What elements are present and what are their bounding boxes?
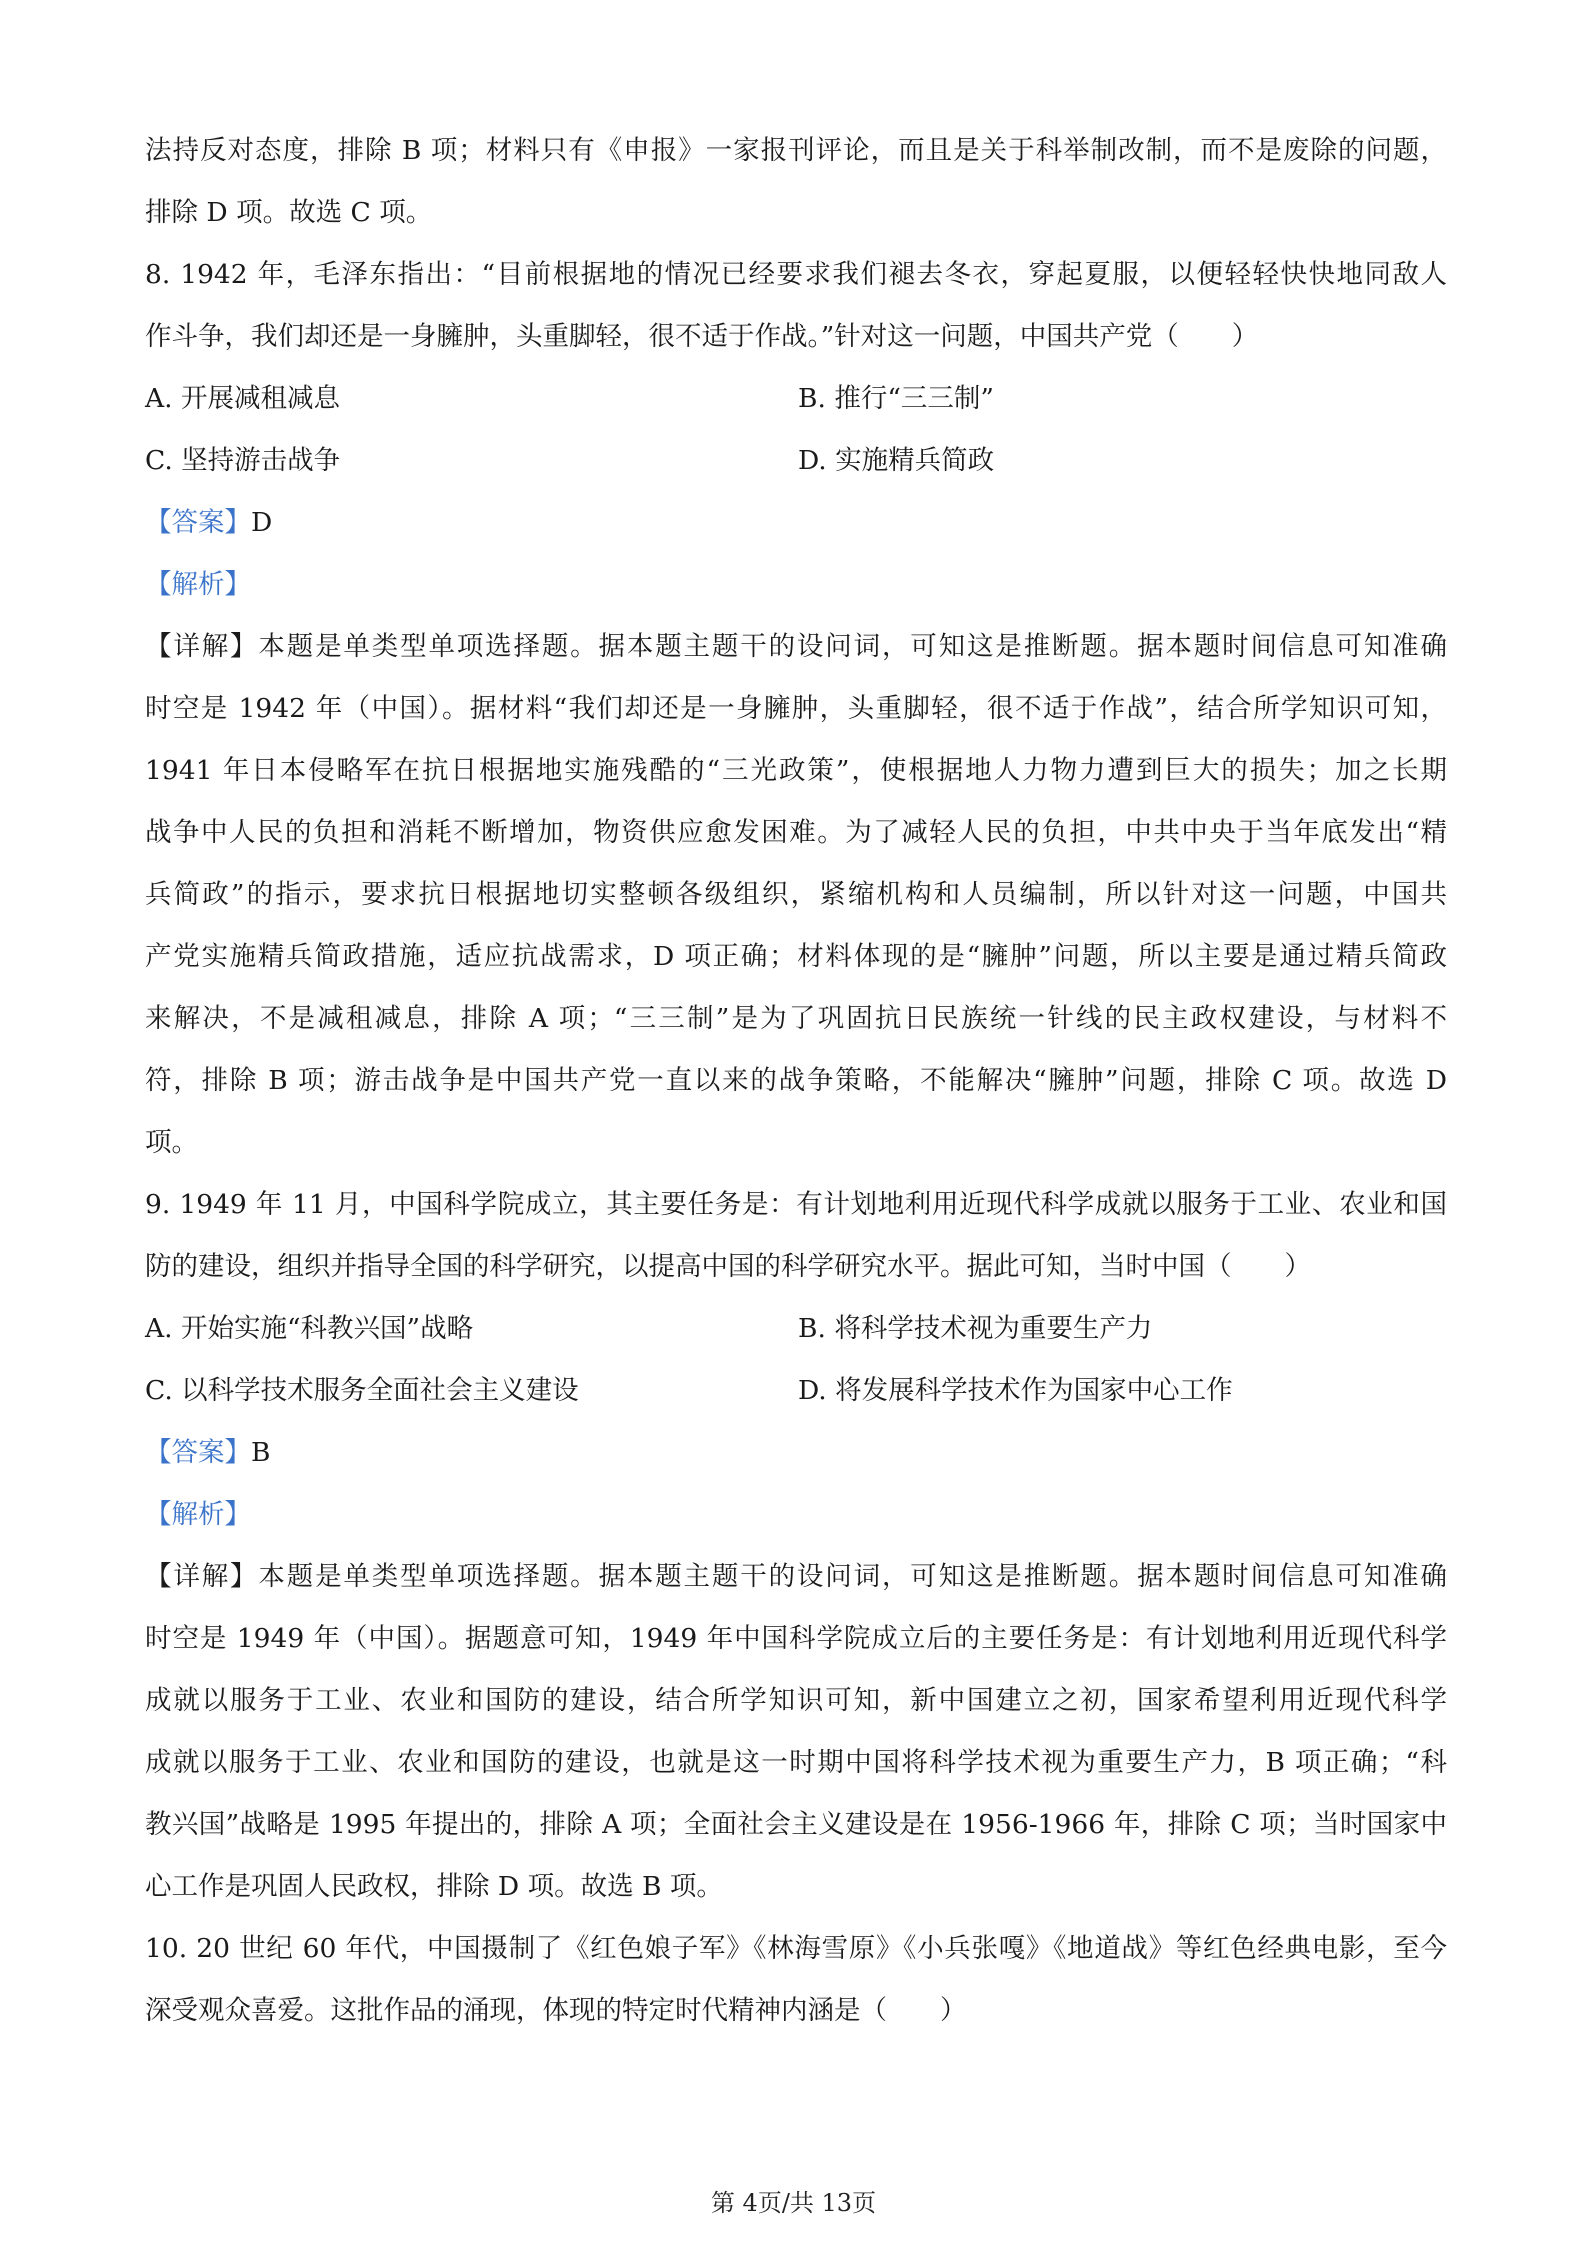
q9-detail-line: 成就以服务于工业、农业和国防的建设，也就是这一时期中国将科学技术视为重要生产力，B 项正确；“科 bbox=[145, 1747, 1447, 1778]
q9-analysis-heading bbox=[145, 1484, 1447, 1546]
page-number: 第 4页/共 13页 bbox=[710, 2189, 877, 2217]
q9-detail-line: 心工作是巩固人民政权，排除 D 项。故选 B 项。 bbox=[145, 1871, 723, 1902]
detail-tag: 【详解】 bbox=[145, 631, 259, 662]
document-page bbox=[145, 120, 1447, 2042]
q8-detail-line: 时空是 1942 年（中国）。据材料“我们却还是一身臃肿，头重脚轻，很不适于作战”，结合所学知识可知， bbox=[145, 693, 1447, 724]
answer-tag: 【答案】 bbox=[145, 1437, 251, 1468]
q8-detail-line: 来解决，不是减租减息，排除 A 项；“三三制”是为了巩固抗日民族统一针线的民主政权建设，与材料不 bbox=[145, 1003, 1447, 1034]
q8-stem-line: 8. 1942 年，毛泽东指出：“目前根据地的情况已经要求我们褪去冬衣，穿起夏服，以便轻轻快快地同敌人 bbox=[145, 259, 1447, 290]
q9-option-b: B. 将科学技术视为重要生产力 bbox=[798, 1313, 1153, 1344]
answer-value: D bbox=[251, 507, 273, 538]
q8-detail-line: 项。 bbox=[145, 1127, 198, 1158]
q9-stem-line: 9. 1949 年 11 月，中国科学院成立，其主要任务是：有计划地利用近现代科学成就以服务于工业、农业和国 bbox=[145, 1189, 1447, 1220]
q9-option-c: C. 以科学技术服务全面社会主义建设 bbox=[145, 1375, 579, 1406]
q10-stem-line: 10. 20 世纪 60 年代，中国摄制了《红色娘子军》《林海雪原》《小兵张嘎》《地道战》等红色经典电影，至今 bbox=[145, 1933, 1447, 1964]
answer-tag: 【答案】 bbox=[145, 507, 251, 538]
q8-analysis-heading bbox=[145, 554, 1447, 616]
q8-stem-line: 作斗争，我们却还是一身臃肿，头重脚轻，很不适于作战。”针对这一问题，中国共产党（ ） bbox=[145, 321, 1259, 352]
q8-detail-line: 产党实施精兵简政措施，适应抗战需求，D 项正确；材料体现的是“臃肿”问题，所以主要是通过精兵简政 bbox=[145, 941, 1447, 972]
q9-options-row bbox=[145, 1360, 1447, 1422]
q8-detail-line: 符，排除 B 项；游击战争是中国共产党一直以来的战争策略，不能解决“臃肿”问题，排除 C 项。故选 D bbox=[145, 1065, 1447, 1096]
answer-value: B bbox=[251, 1437, 271, 1468]
q9-detail-line: 时空是 1949 年（中国）。据题意可知，1949 年中国科学院成立后的主要任务是：有计划地利用近现代科学 bbox=[145, 1623, 1447, 1654]
q8-detail-line bbox=[145, 616, 1447, 678]
q8-answer bbox=[145, 492, 1447, 554]
q8-options-row bbox=[145, 368, 1447, 430]
q9-stem-line: 防的建设，组织并指导全国的科学研究，以提高中国的科学研究水平。据此可知，当时中国（ ） bbox=[145, 1251, 1311, 1282]
q9-detail-line: 教兴国”战略是 1995 年提出的，排除 A 项；全面社会主义建设是在 1956-1966 年，排除 C 项；当时国家中 bbox=[145, 1809, 1447, 1840]
q9-detail-line bbox=[145, 1546, 1447, 1608]
analysis-tag: 【解析】 bbox=[145, 1499, 251, 1530]
q10-stem-line: 深受观众喜爱。这批作品的涌现，体现的特定时代精神内涵是（ ） bbox=[145, 1995, 967, 2026]
detail-text: 本题是单类型单项选择题。据本题主题干的设问词，可知这是推断题。据本题时间信息可知准确 bbox=[258, 631, 1447, 662]
q9-detail-line: 成就以服务于工业、农业和国防的建设，结合所学知识可知，新中国建立之初，国家希望利用近现代科学 bbox=[145, 1685, 1447, 1716]
q8-option-d: D. 实施精兵简政 bbox=[798, 445, 995, 476]
detail-tag: 【详解】 bbox=[145, 1561, 259, 1592]
q8-detail-line: 兵简政”的指示，要求抗日根据地切实整顿各级组织，紧缩机构和人员编制，所以针对这一问题，中国共 bbox=[145, 879, 1447, 910]
q9-option-d: D. 将发展科学技术作为国家中心工作 bbox=[798, 1375, 1233, 1406]
q9-option-a: A. 开始实施“科教兴国”战略 bbox=[145, 1313, 474, 1344]
q9-answer bbox=[145, 1422, 1447, 1484]
q8-options-row bbox=[145, 430, 1447, 492]
q8-option-c: C. 坚持游击战争 bbox=[145, 445, 341, 476]
q8-detail-line: 战争中人民的负担和消耗不断增加，物资供应愈发困难。为了减轻人民的负担，中共中央于当年底发出“精 bbox=[145, 817, 1447, 848]
detail-text: 本题是单类型单项选择题。据本题主题干的设问词，可知这是推断题。据本题时间信息可知准确 bbox=[258, 1561, 1447, 1592]
q8-option-b: B. 推行“三三制” bbox=[798, 383, 994, 414]
prev-analysis-line: 排除 D 项。故选 C 项。 bbox=[145, 197, 433, 228]
analysis-tag: 【解析】 bbox=[145, 569, 251, 600]
q8-detail-line: 1941 年日本侵略军在抗日根据地实施残酷的“三光政策”，使根据地人力物力遭到巨大的损失；加之长期 bbox=[145, 755, 1447, 786]
q9-options-row bbox=[145, 1298, 1447, 1360]
q8-option-a: A. 开展减租减息 bbox=[145, 383, 340, 414]
prev-analysis-line: 法持反对态度，排除 B 项；材料只有《申报》一家报刊评论，而且是关于科举制改制，而不是废除的问题， bbox=[145, 135, 1447, 166]
